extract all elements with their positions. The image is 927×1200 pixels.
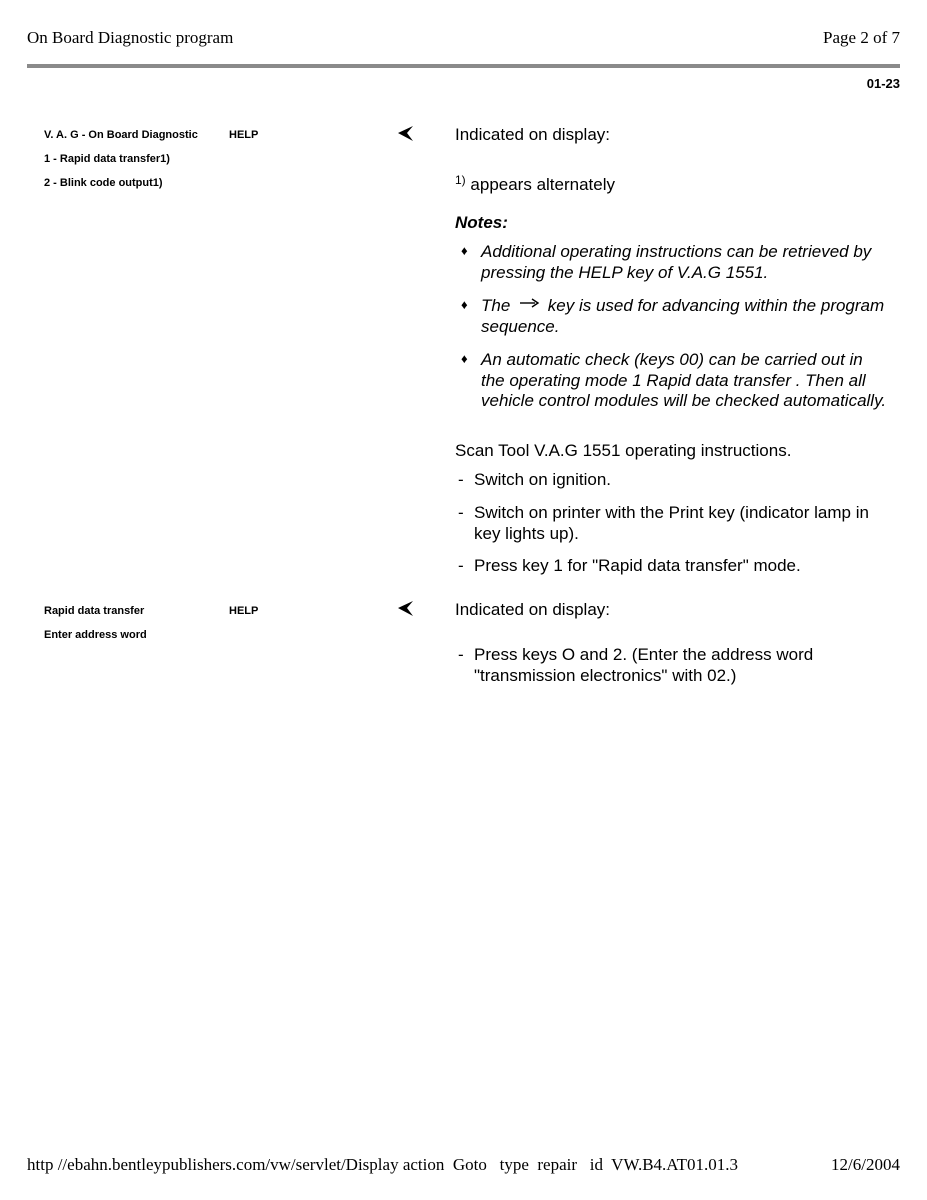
- display1-line1: V. A. G - On Board Diagnostic: [44, 129, 198, 141]
- note-2-text-post: key is used for advancing within the program sequence.: [481, 296, 885, 336]
- section-code: 01-23: [866, 76, 900, 91]
- step-switch-printer: Switch on printer with the Print key (indicator lamp in key lights up).: [474, 503, 869, 543]
- header-divider: [27, 64, 900, 68]
- display1-line2: 1 - Rapid data transfer1): [44, 153, 170, 165]
- pointer-arrow-icon: [396, 600, 416, 618]
- display1-help: HELP: [229, 129, 259, 141]
- dash-marker: -: [458, 503, 464, 522]
- dash-marker: -: [458, 470, 464, 489]
- footer-date: 12/6/2004: [831, 1155, 900, 1174]
- footnote-mark: 1): [455, 173, 466, 187]
- step-press-key-1: Press key 1 for "Rapid data transfer" mode.: [474, 556, 801, 575]
- notes-heading: Notes:: [455, 213, 508, 232]
- page-header-title: On Board Diagnostic program: [27, 28, 234, 47]
- scan-tool-instructions: Scan Tool V.A.G 1551 operating instructions.: [455, 441, 792, 460]
- note-2-text-pre: The: [481, 296, 511, 315]
- note-3: An automatic check (keys 00) can be carried out in the operating mode 1 Rapid data transfer . Then all vehicle control modules will be checked automatically.: [481, 350, 887, 410]
- note-2: [481, 296, 891, 337]
- indicated-on-display-2: Indicated on display:: [455, 600, 610, 619]
- step-switch-ignition: Switch on ignition.: [474, 470, 612, 489]
- footnote: [455, 170, 615, 195]
- display1-line3: 2 - Blink code output1): [44, 177, 163, 189]
- pointer-arrow-icon: [396, 125, 416, 143]
- footnote-text: appears alternately: [470, 175, 615, 194]
- display2-help: HELP: [229, 605, 259, 617]
- display2-line2: Enter address word: [44, 629, 147, 641]
- dash-marker: -: [458, 645, 464, 664]
- footer-url: http //ebahn.bentleypublishers.com/vw/servlet/Display action Goto type repair id VW.B4.AT01.01.3: [27, 1155, 739, 1174]
- diamond-bullet-icon: ♦: [461, 243, 468, 258]
- diamond-bullet-icon: ♦: [461, 351, 468, 366]
- right-arrow-key-icon: [518, 297, 540, 309]
- indicated-on-display-1: Indicated on display:: [455, 125, 610, 144]
- note-1: Additional operating instructions can be retrieved by pressing the HELP key of V.A.G 1551.: [481, 242, 872, 282]
- dash-marker: -: [458, 556, 464, 575]
- diamond-bullet-icon: ♦: [461, 297, 468, 312]
- display2-line1: Rapid data transfer: [44, 605, 145, 617]
- page-number: Page 2 of 7: [823, 28, 900, 47]
- step-press-keys-o-2: Press keys O and 2. (Enter the address word "transmission electronics" with 02.): [474, 645, 814, 685]
